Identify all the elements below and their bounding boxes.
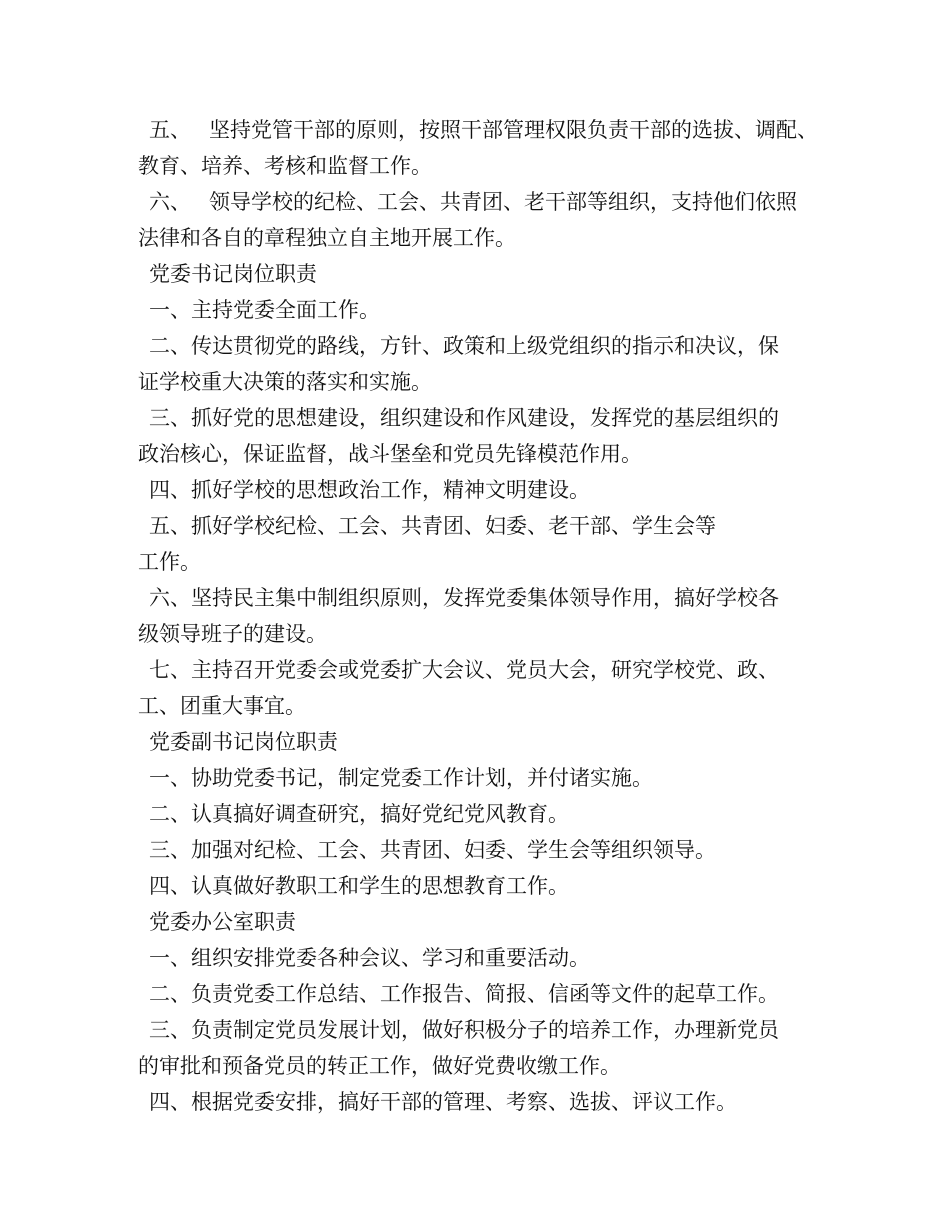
list-item-continuation: 政治核心，保证监督，战斗堡垒和党员先锋模范作用。 [138, 442, 642, 466]
list-item: 三、抓好党的思想建设，组织建设和作风建设，发挥党的基层组织的 [149, 406, 779, 430]
list-item-continuation: 的审批和预备党员的转正工作，做好党费收缴工作。 [138, 1054, 621, 1078]
section-heading: 党委副书记岗位职责 [149, 730, 338, 754]
list-item [138, 184, 838, 220]
list-item: 五、抓好学校纪检、工会、共青团、妇委、老干部、学生会等 [149, 514, 716, 538]
item-text: 领导学校的纪检、工会、共青团、老干部等组织，支持他们依照 [209, 190, 797, 214]
item-number: 六、 [149, 190, 191, 214]
section-heading: 党委办公室职责 [149, 910, 296, 934]
list-item: 二、传达贯彻党的路线，方针、政策和上级党组织的指示和决议，保 [149, 334, 779, 358]
list-item: 六、坚持民主集中制组织原则，发挥党委集体领导作用，搞好学校各 [149, 586, 779, 610]
list-item: 一、组织安排党委各种会议、学习和重要活动。 [149, 946, 590, 970]
list-item-continuation: 证学校重大决策的落实和实施。 [138, 370, 432, 394]
item-number: 五、 [149, 118, 191, 142]
list-item: 三、负责制定党员发展计划，做好积极分子的培养工作，办理新党员 [149, 1018, 779, 1042]
list-item-continuation: 工作。 [138, 550, 201, 574]
list-item: 二、认真搞好调查研究，搞好党纪党风教育。 [149, 802, 569, 826]
list-item-continuation: 法律和各自的章程独立自主地开展工作。 [138, 226, 516, 250]
item-text: 坚持党管干部的原则，按照干部管理权限负责干部的选拔、调配、 [209, 118, 818, 142]
list-item: 四、认真做好教职工和学生的思想教育工作。 [149, 874, 569, 898]
section-heading: 党委书记岗位职责 [149, 262, 317, 286]
list-item: 四、抓好学校的思想政治工作，精神文明建设。 [149, 478, 590, 502]
list-item-continuation: 工、团重大事宜。 [138, 694, 306, 718]
document-body [138, 112, 838, 1120]
list-item: 七、主持召开党委会或党委扩大会议、党员大会，研究学校党、政、 [149, 658, 779, 682]
list-item-continuation: 级领导班子的建设。 [138, 622, 327, 646]
list-item: 一、主持党委全面工作。 [149, 298, 380, 322]
list-item: 一、协助党委书记，制定党委工作计划，并付诸实施。 [149, 766, 653, 790]
list-item-continuation: 教育、培养、考核和监督工作。 [138, 154, 432, 178]
list-item: 四、根据党委安排，搞好干部的管理、考察、选拔、评议工作。 [149, 1090, 737, 1114]
list-item [138, 112, 838, 148]
list-item: 二、负责党委工作总结、工作报告、简报、信函等文件的起草工作。 [149, 982, 779, 1006]
list-item: 三、加强对纪检、工会、共青团、妇委、学生会等组织领导。 [149, 838, 716, 862]
